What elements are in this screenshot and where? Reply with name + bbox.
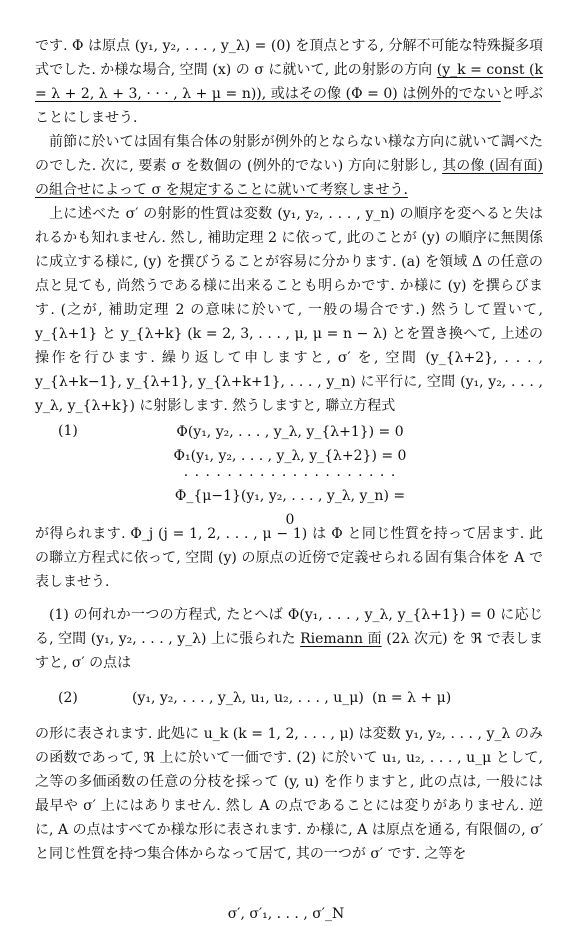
paragraph-1-underlined: (y_k = const (k = λ + 2, λ + 3, · · · , λ + μ = n)), 或はその像 (Φ = 0) は例外的でない [35, 62, 543, 102]
paragraph-1-lead: です. Φ は原点 (y₁, y₂, . . . , y_λ) = (0) を頂点とする, 分解不可能な特殊擬多項式でした. か様な場合, 空間 (x) の σ に就いて, 此の射影の方向 [35, 38, 543, 78]
paragraph-4-text: が得られます. Φ_j (j = 1, 2, . . . , μ − 1) は Φ と同じ性質を持って居ます. 此の聯立方程式に依って, 空間 (y) の原点の近傍で定義せられる固有集合体を A で表しませう. [35, 526, 543, 590]
equation-2-body: (y₁, y₂, . . . , y_λ, u₁, u₂, . . . , u_μ) [132, 690, 364, 706]
paragraph-5 [35, 603, 543, 675]
paragraph-2-lead: 前節に於いては固有集合体の射影が例外的とならない様な方向に就いて調べたのでした. 次に, 要素 σ を数個の (例外的でない) 方向に射影し, [35, 134, 543, 174]
paragraph-3 [35, 202, 543, 418]
paragraph-2 [35, 130, 543, 202]
equation-2-condition: (n = λ + μ) [372, 690, 452, 706]
paragraph-6 [35, 722, 543, 866]
equation-1-line-1: Φ(y₁, y₂, . . . , y_λ, y_{λ+1}) = 0 [176, 424, 404, 440]
equation-2-label: (2) [58, 690, 78, 706]
equation-3-body: σ′, σ′₁, . . . , σ′_N [227, 906, 345, 922]
paragraph-5-lead: (1) の何れか一つの方程式, たとへば Φ(y₁, . . . , y_λ, y_{λ+1}) = 0 に応じる, 空間 (y₁, y₂, . . . , y_λ) 上に張られた [35, 607, 543, 647]
paragraph-6-text: の形に表されます. 此処に u_k (k = 1, 2, . . . , μ) は変数 y₁, y₂, . . . , y_λ のみの函数であって, ℜ 上に於いて一価です. (2) に於いて u₁, u₂, . . . , u_μ として, 之等の多価函数の任意の分枝を採って (y, u) を作りますと, 此の点は, 一般には最早や σ′ 上にはありません. 然し A の点であることには変りがありません. 逆に, A の点はすべてか様な形に表されます. か様に, A は原点を通る, 有限個の, σ′ と同じ性質を持つ集合体からなって居て, 其の一つが σ′ です. 之等を [35, 726, 543, 862]
paragraph-1 [35, 34, 543, 130]
riemann-surface-term: Riemann 面 [300, 631, 382, 647]
equation-1-line-2: Φ₁(y₁, y₂, . . . , y_λ, y_{λ+2}) = 0 [173, 448, 407, 464]
paragraph-5-tail: (2λ 次元) を ℜ で表しますと, σ′ の点は [35, 631, 543, 671]
paragraph-1-tail: と呼ぶことにしませう. [35, 86, 544, 126]
equation-3 [186, 902, 386, 926]
paragraph-2-underlined: 其の像 (固有面) の組合せによって σ を規定することに就いて考察しませう. [35, 158, 543, 198]
equation-1-dots: · · · · · · · · · · · · · · · · · · · · [183, 468, 397, 484]
paragraph-4 [35, 522, 543, 594]
paragraph-3-text: 上に述べた σ′ の射影的性質は変数 (y₁, y₂, . . . , y_n) の順序を変へると失はれるかも知れません. 然し, 補助定理 2 に依って, 此のことが (y) の順序に無関係に成立する様に, (y) を撰びうることが容易に分かります. (a) を領域 Δ の任意の点と見ても, 尚然うである様に出来ることも明らかです. か様に (y) を撰らびます. (之が, 補助定理 2 の意味に於いて, 一般の場合です.) 然うして置いて, y_{λ+1} と y_{λ+k} (k = 2, 3, . . . , μ, μ = n − λ) とを置き換へて, 上述の操作を行ひます. 繰り返して申しますと, σ′ を, 空間 (y_{λ+2}, . . . , y_{λ+k−1}, y_{λ+1}, y_{λ+k+1}, . . . , y_n) に平行に, 空間 (y₁, y₂, . . . , y_λ, y_{λ+k}) に射影します. 然うしますと, 聯立方程式 [35, 206, 543, 414]
equation-system-1 [170, 420, 410, 528]
equation-1-line-4: Φ_{μ−1}(y₁, y₂, . . . , y_λ, y_n) = 0 [174, 488, 406, 528]
equation-1-label: (1) [58, 423, 78, 439]
